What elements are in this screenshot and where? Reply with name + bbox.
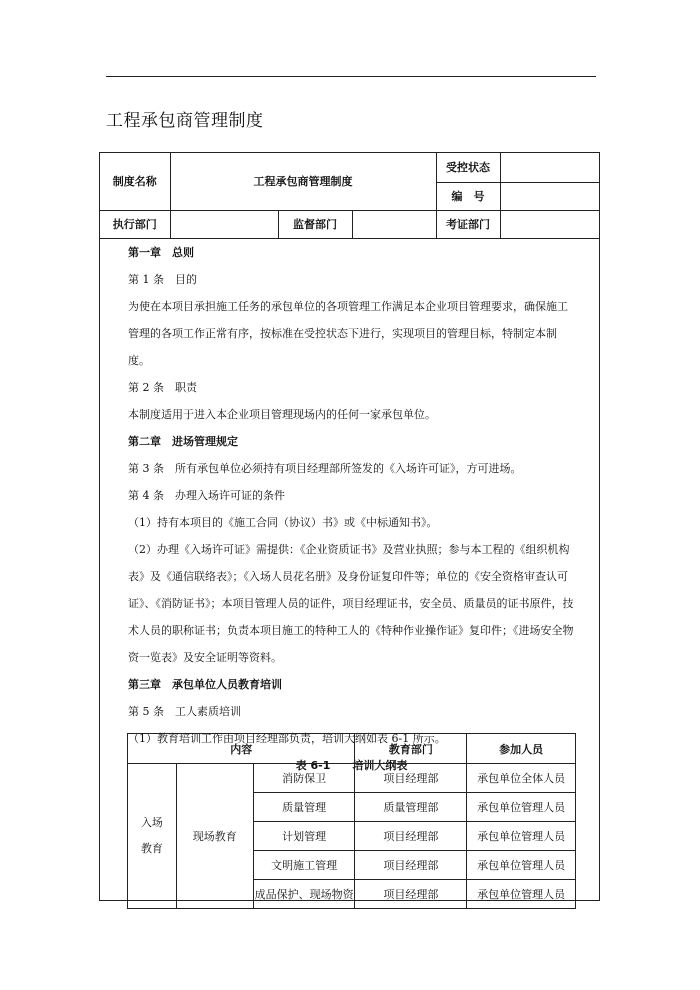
row-item: 消防保卫	[253, 764, 355, 793]
table-caption: 表 6-1 培训大纲表	[295, 759, 408, 772]
exec-dept-value	[170, 210, 278, 238]
article-1-heading: 第 1 条 目的	[128, 273, 197, 286]
document-body	[100, 239, 599, 779]
col-header-dept: 教育部门	[355, 734, 467, 764]
group-line-2: 教育	[140, 842, 163, 855]
number-label: 编 号	[436, 182, 500, 210]
chapter-1-heading: 第一章 总则	[128, 246, 194, 259]
verify-label: 考证部门	[436, 210, 500, 238]
col-header-people: 参加人员	[467, 734, 576, 764]
row-dept: 项目经理部	[355, 880, 467, 909]
article-3-text: 第 3 条 所有承包单位必须持有项目经理部所签发的《入场许可证》，方可进场。	[128, 462, 522, 475]
row-dept: 项目经理部	[355, 851, 467, 880]
article-4-item-1: （1）持有本项目的《施工合同（协议）书》或《中标通知书》。	[128, 516, 438, 529]
row-item: 成品保护、现场物资	[253, 880, 355, 909]
control-label: 受控状态	[436, 153, 500, 182]
row-item: 计划管理	[253, 822, 355, 851]
article-4-item-2: （2）办理《入场许可证》需提供：《企业资质证书》及营业执照；参与本工程的《组织机构表》及《通信联络表》；《入场人员花名册》及身份证复印件等；单位的《安全资格审查认可证》、《消防证书》；本项目管理人员的证件，项目经理证书，安全员、质量员的证书原件，技术人员的职称证书；负责本项目施工的特种工人的《特种作业操作证》复印件；《进场安全物资一览表》及安全证明等资料。	[128, 543, 574, 664]
control-value	[500, 153, 599, 182]
document-title: 工程承包商管理制度	[106, 111, 264, 131]
table-row	[128, 764, 576, 793]
training-table	[127, 733, 576, 909]
group-cell	[128, 764, 177, 909]
header-rule	[106, 76, 596, 77]
name-label: 制度名称	[100, 153, 170, 210]
document-frame	[99, 152, 600, 901]
col-header-content: 内容	[128, 734, 355, 764]
number-value	[500, 182, 599, 210]
row-people: 承包单位全体人员	[467, 764, 576, 793]
supervise-value	[352, 210, 436, 238]
header-table	[100, 153, 599, 239]
row-item: 质量管理	[253, 793, 355, 822]
row-dept: 项目经理部	[355, 822, 467, 851]
chapter-2-heading: 第二章 进场管理规定	[128, 435, 238, 448]
name-value: 工程承包商管理制度	[170, 153, 436, 210]
group-line-1: 入场	[140, 816, 163, 829]
row-item: 文明施工管理	[253, 851, 355, 880]
article-5-heading: 第 5 条 工人素质培训	[128, 705, 241, 718]
article-2-heading: 第 2 条 职责	[128, 381, 197, 394]
exec-dept-label: 执行部门	[100, 210, 170, 238]
row-people: 承包单位管理人员	[467, 822, 576, 851]
article-5-item-1: （1）教育培训工作由项目经理部负责，培训大纲如表 6-1 所示。	[128, 732, 446, 745]
row-people: 承包单位管理人员	[467, 851, 576, 880]
article-2-text: 本制度适用于进入本企业项目管理现场内的任何一家承包单位。	[128, 408, 436, 421]
row-dept: 项目经理部	[355, 764, 467, 793]
row-dept: 质量管理部	[355, 793, 467, 822]
article-4-heading: 第 4 条 办理入场许可证的条件	[128, 489, 285, 502]
article-1-text: 为使在本项目承担施工任务的承包单位的各项管理工作满足本企业项目管理要求，确保施工管理的各项工作正常有序，按标准在受控状态下进行，实现项目的管理目标，特制定本制度。	[128, 300, 568, 367]
row-people: 承包单位管理人员	[467, 880, 576, 909]
subgroup-cell: 现场教育	[176, 764, 253, 909]
chapter-3-heading: 第三章 承包单位人员教育培训	[128, 678, 282, 691]
supervise-label: 监督部门	[278, 210, 352, 238]
row-people: 承包单位管理人员	[467, 793, 576, 822]
verify-value	[500, 210, 599, 238]
